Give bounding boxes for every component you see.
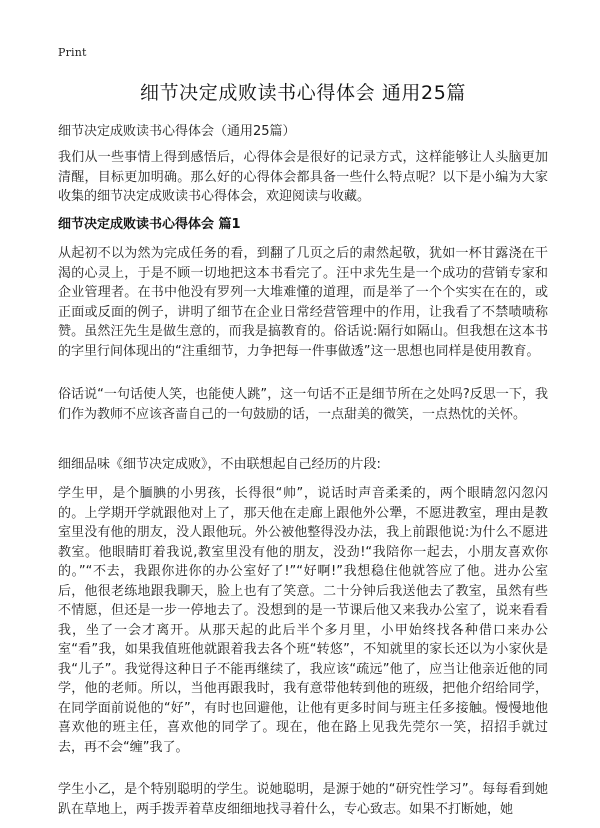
section-heading: 细节决定成败读书心得体会 篇1 xyxy=(58,217,241,232)
body-paragraph: 学生甲，是个腼腆的小男孩，长得很“帅”，说话时声音柔柔的，两个眼睛忽闪忽闪的。上学期开学就跟他对上了，那天他在走廊上跟他外公犟，不愿进教室，理由是教室里没有他的朋友，没人跟他玩。外公被他整得没办法，我上前跟他说:为什么不愿进教室。他眼睛盯着我说,教室里没有他的朋友，没劲!“我陪你一起去，小朋友喜欢你的。”“不去，我跟你进你的办公室好了!”“好啊!”我想稳住他就答应了他。进办公室后，他很老练地跟我聊天，脸上也有了笑意。二十分钟后我送他去了教室，虽然有些不情愿，但还是一步一停地去了。没想到的是一节课后他又来我办公室了，说来看看我，坐了一会才离开。从那天起的此后半个多月里，小甲始终找各种借口来办公室“看”我，如果我值班他就跟着我去各个班“转悠”，不知就里的家长还以为小家伙是我“儿子”。我觉得这种日子不能再继续了，我应该“疏远”他了，应当让他亲近他的同学，他的老师。所以，当他再跟我时，我有意带他转到他的班级，把他介绍给同学，在同学面前说他的“好”，有时也回避他，让他有更多时间与班主任多接触。慢慢地他喜欢他的班主任，喜欢他的同学了。现在，他在路上见我先莞尔一笑，招招手就过去，再不会“缠”我了。 xyxy=(58,486,548,755)
print-link[interactable]: Print xyxy=(58,46,87,59)
intro-paragraph: 我们从一些事情上得到感悟后，心得体会是很好的记录方式，这样能够让人头脑更加清醒，目标更加明确。那么好的心得体会都具备一些什么特点呢？以下是小编为大家收集的细节决定成败读书心得体会，欢迎阅读与收藏。 xyxy=(58,150,548,204)
body-paragraph: 俗话说“一句话使人笑，也能使人跳”，这一句话不正是细节所在之处吗?反思一下，我们作为教师不应该吝啬自己的一句鼓励的话，一点甜美的微笑，一点热忱的关怀。 xyxy=(58,387,548,422)
body-paragraph: 从起初不以为然为完成任务的看，到翻了几页之后的肃然起敬，犹如一杯甘露浇在干渴的心灵上，于是不顾一切地把这本书看完了。汪中求先生是一个成功的营销专家和企业管理者。在书中他没有罗列一大堆难懂的道理，而是举了一个个实实在在的，或正面或反面的例子，讲明了细节在企业日常经营管理中的作用，让我看了不禁啧啧称赞。虽然汪先生是做生意的，而我是搞教育的。俗话说:隔行如隔山。但我想在这本书的字里行间体现出的“注重细节，力争把每一件事做透”这一思想也同样是使用教育。 xyxy=(58,246,548,359)
body-paragraph: 学生小乙，是个特别聪明的学生。说她聪明，是源于她的“研究性学习”。每每看到她趴在草地上，两手拨弄着草皮细细地找寻着什么，专心致志。如果不打断她，她 xyxy=(58,782,548,817)
page-title: 细节决定成败读书心得体会 通用25篇 xyxy=(139,82,467,104)
body-paragraph: 细细品味《细节决定成败》，不由联想起自己经历的片段: xyxy=(58,457,381,472)
article-subtitle: 细节决定成败读书心得体会（通用25篇） xyxy=(58,124,296,139)
